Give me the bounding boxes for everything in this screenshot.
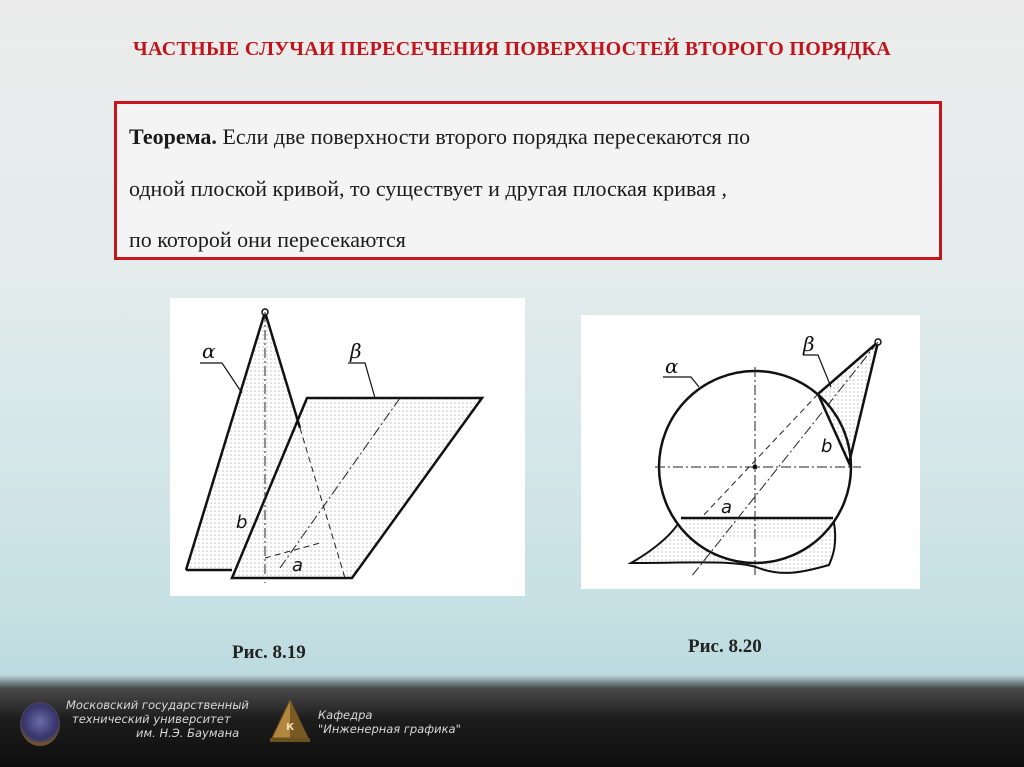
beta-leader <box>803 355 831 387</box>
department-line-2: "Инженерная графика" <box>318 722 461 736</box>
theorem-text-1: Если две поверхности второго порядка пересекаются по <box>216 124 751 149</box>
university-line-2: технический университет <box>72 712 231 726</box>
theorem-box <box>114 101 942 260</box>
label-alpha: α <box>665 354 679 378</box>
university-line-1: Московский государственный <box>66 698 249 712</box>
label-b: b <box>821 436 833 457</box>
figure-8-19-drawing <box>170 298 525 596</box>
footer-bar <box>0 688 1024 767</box>
label-a: a <box>292 555 304 576</box>
label-alpha: α <box>202 339 216 363</box>
caption-fig-8-19: Рис. 8.19 <box>232 642 306 663</box>
label-b: b <box>236 512 248 533</box>
slide-title: ЧАСТНЫЕ СЛУЧАИ ПЕРЕСЕЧЕНИЯ ПОВЕРХНОСТЕЙ ВТОРОГО ПОРЯДКА <box>132 38 891 60</box>
alpha-leader <box>200 363 242 393</box>
figure-8-20 <box>581 315 920 589</box>
department-logo-icon <box>268 698 312 746</box>
university-line-3: им. Н.Э. Баумана <box>136 726 240 740</box>
alpha-leader <box>663 377 699 387</box>
label-a: a <box>721 497 733 518</box>
department-line-1: Кафедра <box>318 708 373 722</box>
theorem-line-3: по которой они пересекаются <box>129 227 406 252</box>
university-emblem-icon <box>20 702 60 746</box>
department-name <box>318 708 461 736</box>
caption-fig-8-20: Рис. 8.20 <box>688 636 762 657</box>
label-beta: β <box>803 332 815 356</box>
label-beta: β <box>350 339 362 363</box>
theorem-line-1 <box>129 124 750 150</box>
theorem-line-2: одной плоской кривой, то существует и другая плоская кривая , <box>129 176 727 201</box>
figure-8-19 <box>170 298 525 596</box>
figure-8-20-drawing <box>581 315 920 589</box>
theorem-label: Теорема. <box>129 124 217 149</box>
svg-text:К: К <box>286 722 295 733</box>
beta-leader <box>348 363 375 398</box>
university-name <box>66 698 249 740</box>
